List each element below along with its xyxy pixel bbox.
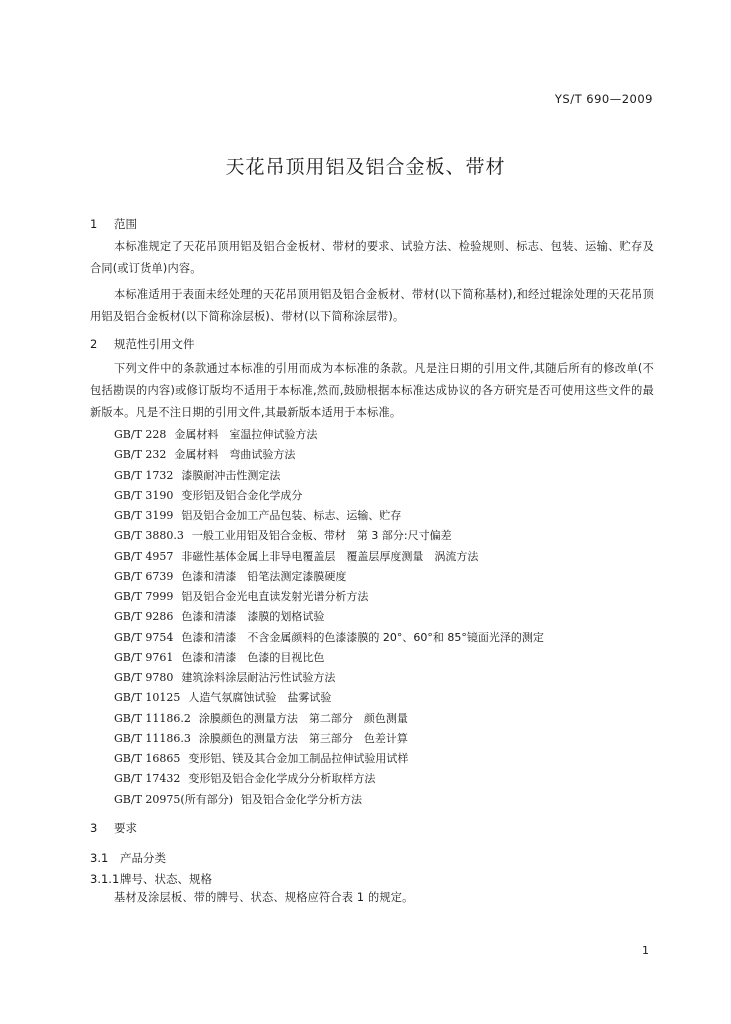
- document-title: 天花吊顶用铝及铝合金板、带材: [225, 156, 506, 178]
- reference-title: 非磁性基体金属上非导电覆盖层 覆盖层厚度测量 涡流方法: [181, 549, 479, 563]
- reference-item: [114, 466, 544, 486]
- reference-code: GB/T 6739: [114, 569, 174, 583]
- reference-title: 人造气氛腐蚀试验 盐雾试验: [188, 691, 332, 705]
- reference-title: 漆膜耐冲击性测定法: [181, 468, 281, 482]
- reference-title: 色漆和清漆 漆膜的划格试验: [181, 610, 325, 624]
- section-title: 要求: [114, 821, 137, 835]
- reference-item: [114, 749, 544, 769]
- section-title: 产品分类: [120, 851, 166, 865]
- reference-title: 色漆和清漆 铅笔法测定漆膜硬度: [181, 569, 347, 583]
- section-title: 范围: [114, 217, 137, 231]
- reference-code: GB/T 228: [114, 428, 167, 441]
- reference-item: [114, 668, 544, 688]
- reference-code: GB/T 16865: [114, 752, 181, 765]
- reference-code: GB/T 20975(所有部分): [114, 792, 233, 806]
- reference-item: [114, 688, 544, 708]
- reference-item: [114, 567, 544, 587]
- reference-item: [114, 628, 544, 648]
- reference-title: 涂膜颜色的测量方法 第三部分 色差计算: [198, 731, 408, 745]
- reference-title: 色漆和清漆 不含金属颜料的色漆漆膜的 20°、60°和 85°镜面光泽的测定: [181, 630, 544, 644]
- reference-item: [114, 506, 544, 526]
- reference-title: 建筑涂料涂层耐沾污性试验方法: [181, 671, 336, 684]
- reference-code: GB/T 3199: [114, 509, 174, 522]
- normative-references-list: [114, 425, 544, 810]
- section-3-1-heading: [90, 850, 166, 866]
- reference-code: GB/T 9286: [114, 610, 174, 624]
- section-number: 1: [90, 217, 98, 231]
- reference-item: [114, 648, 544, 668]
- reference-title: 色漆和清漆 色漆的目视比色: [181, 650, 325, 664]
- section-number: 3.1.1: [90, 872, 120, 886]
- section-1-paragraph-2: 本标准适用于表面未经处理的天花吊顶用铝及铝合金板材、带材(以下简称基材),和经过辊涂处理的天花吊顶用铝及铝合金板材(以下简称涂层板)、带材(以下简称涂层带)。: [90, 288, 654, 323]
- reference-code: GB/T 17432: [114, 772, 181, 786]
- reference-code: GB/T 4957: [114, 549, 174, 563]
- section-3-1-1-paragraph: 基材及涂层板、带的牌号、状态、规格应符合表 1 的规定。: [114, 891, 414, 904]
- reference-code: GB/T 11186.2: [114, 711, 191, 725]
- reference-code: GB/T 7999: [114, 590, 174, 603]
- section-title: 规范性引用文件: [114, 337, 195, 351]
- section-1-paragraph-1: 本标准规定了天花吊顶用铝及铝合金板材、带材的要求、试验方法、检验规则、标志、包装、运输、贮存及合同(或订货单)内容。: [90, 240, 654, 275]
- reference-title: 变形铝及铝合金化学成分分析取样方法: [188, 772, 376, 786]
- standard-number: YS/T 690—2009: [554, 92, 653, 106]
- section-3-heading: [90, 820, 137, 836]
- reference-code: GB/T 9754: [114, 630, 174, 644]
- reference-code: GB/T 232: [114, 448, 167, 462]
- reference-title: 铝及铝合金化学分析方法: [241, 792, 362, 806]
- reference-code: GB/T 9761: [114, 650, 174, 664]
- reference-title: 金属材料 室温拉伸试验方法: [174, 428, 318, 441]
- reference-title: 涂膜颜色的测量方法 第二部分 颜色测量: [198, 711, 408, 725]
- reference-title: 铝及铝合金光电直读发射光谱分析方法: [181, 590, 369, 603]
- section-number: 2: [90, 337, 98, 351]
- reference-title: 金属材料 弯曲试验方法: [174, 448, 296, 462]
- section-number: 3: [90, 821, 98, 835]
- reference-item: [114, 445, 544, 465]
- section-1-heading: [90, 216, 137, 232]
- reference-item: [114, 607, 544, 627]
- reference-code: GB/T 10125: [114, 691, 181, 705]
- reference-code: GB/T 1732: [114, 468, 174, 482]
- reference-title: 一般工业用铝及铝合金板、带材 第 3 部分:尺寸偏差: [191, 529, 452, 543]
- reference-title: 变形铝及铝合金化学成分: [181, 488, 303, 502]
- reference-code: GB/T 11186.3: [114, 731, 191, 745]
- reference-item: [114, 526, 544, 546]
- section-2-heading: [90, 336, 195, 352]
- reference-title: 铝及铝合金加工产品包装、标志、运输、贮存: [181, 509, 402, 522]
- reference-item: [114, 486, 544, 506]
- reference-title: 变形铝、镁及其合金加工制品拉伸试验用试样: [188, 752, 409, 765]
- reference-item: [114, 547, 544, 567]
- section-number: 3.1: [90, 851, 109, 865]
- section-2-paragraph-1: 下列文件中的条款通过本标准的引用而成为本标准的条款。凡是注日期的引用文件,其随后所有的修改单(不包括勘误的内容)或修订版均不适用于本标准,然而,鼓励根据本标准达成协议的各方研究是否可使用这些文件的最新版本。凡是不注日期的引用文件,其最新版本适用于本标准。: [90, 362, 654, 419]
- reference-item: [114, 769, 544, 789]
- reference-item: [114, 709, 544, 729]
- reference-item: [114, 425, 544, 445]
- section-title: 牌号、状态、规格: [120, 872, 212, 886]
- reference-item: [114, 729, 544, 749]
- section-3-1-1-heading: [90, 871, 212, 887]
- reference-item: [114, 587, 544, 607]
- page-number: 1: [642, 944, 649, 957]
- reference-code: GB/T 3880.3: [114, 529, 184, 543]
- reference-code: GB/T 9780: [114, 671, 174, 684]
- reference-item: [114, 790, 544, 810]
- reference-code: GB/T 3190: [114, 488, 174, 502]
